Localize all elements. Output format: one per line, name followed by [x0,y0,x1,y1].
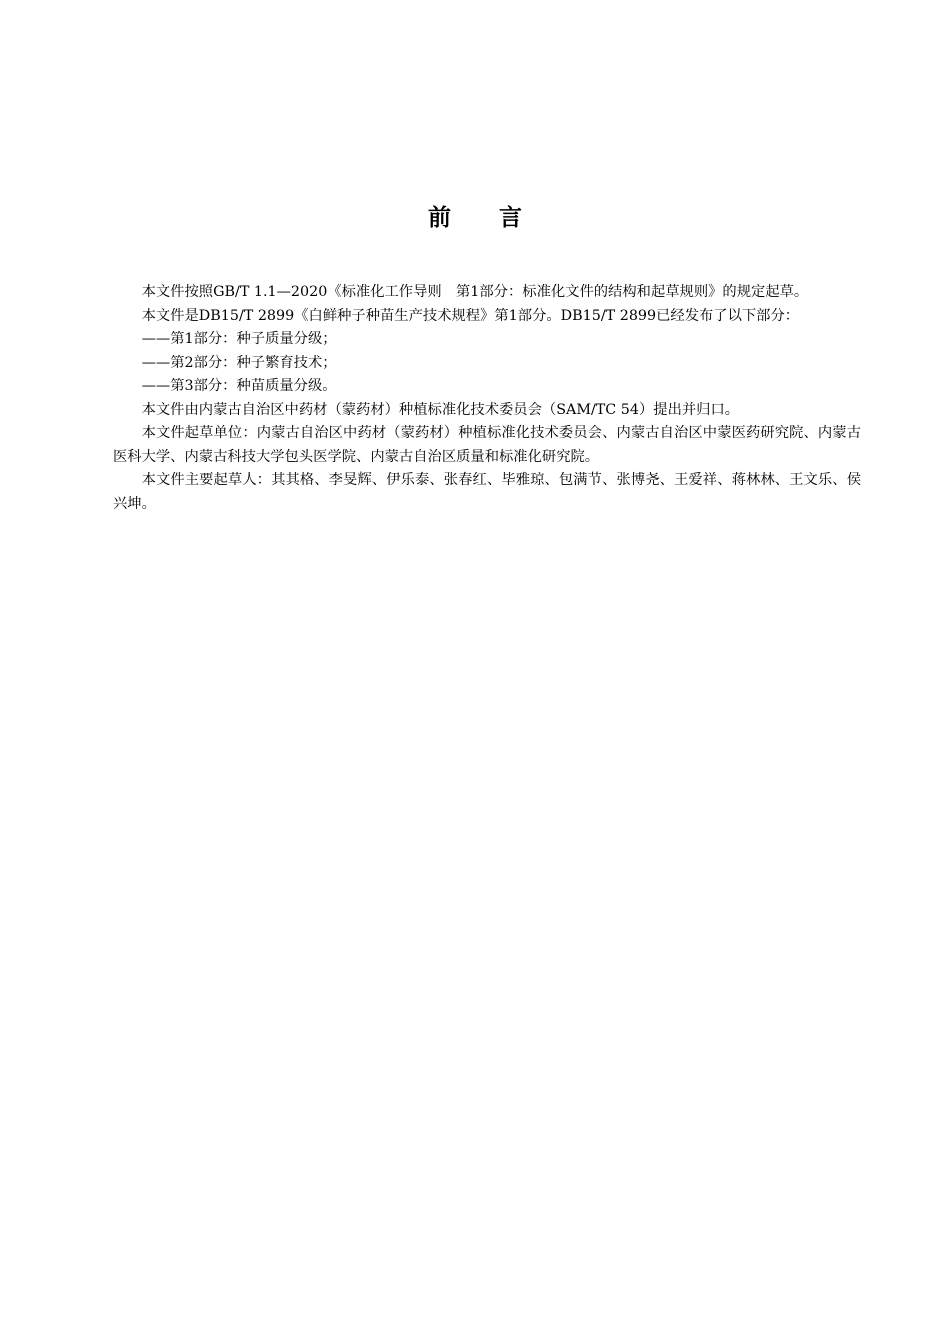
document-body [113,281,861,516]
list-item-part-3: ——第3部分：种苗质量分级。 [141,378,337,394]
paragraph-drafters: 本文件主要起草人：其其格、李旻辉、伊乐泰、张春红、毕雅琼、包满节、张博尧、王爱祥、蒋林林、王文乐、侯兴坤。 [113,472,861,512]
list-item-part-1: ——第1部分：种子质量分级； [141,331,337,347]
paragraph-drafting-basis: 本文件按照GB/T 1.1—2020《标准化工作导则 第1部分：标准化文件的结构和起草规则》的规定起草。 [141,284,809,300]
paragraph-standard-parts-intro: 本文件是DB15/T 2899《白鲜种子种苗生产技术规程》第1部分。DB15/T 2899已经发布了以下部分： [141,307,800,324]
page-title: 前言 [428,205,570,231]
list-item-part-2: ——第2部分：种子繁育技术； [141,354,337,371]
paragraph-proposer: 本文件由内蒙古自治区中药材（蒙药材）种植标准化技术委员会（SAM/TC 54）提出并归口。 [141,401,740,418]
paragraph-drafting-units: 本文件起草单位：内蒙古自治区中药材（蒙药材）种植标准化技术委员会、内蒙古自治区中蒙医药研究院、内蒙古医科大学、内蒙古科技大学包头医学院、内蒙古自治区质量和标准化研究院。 [113,425,861,465]
